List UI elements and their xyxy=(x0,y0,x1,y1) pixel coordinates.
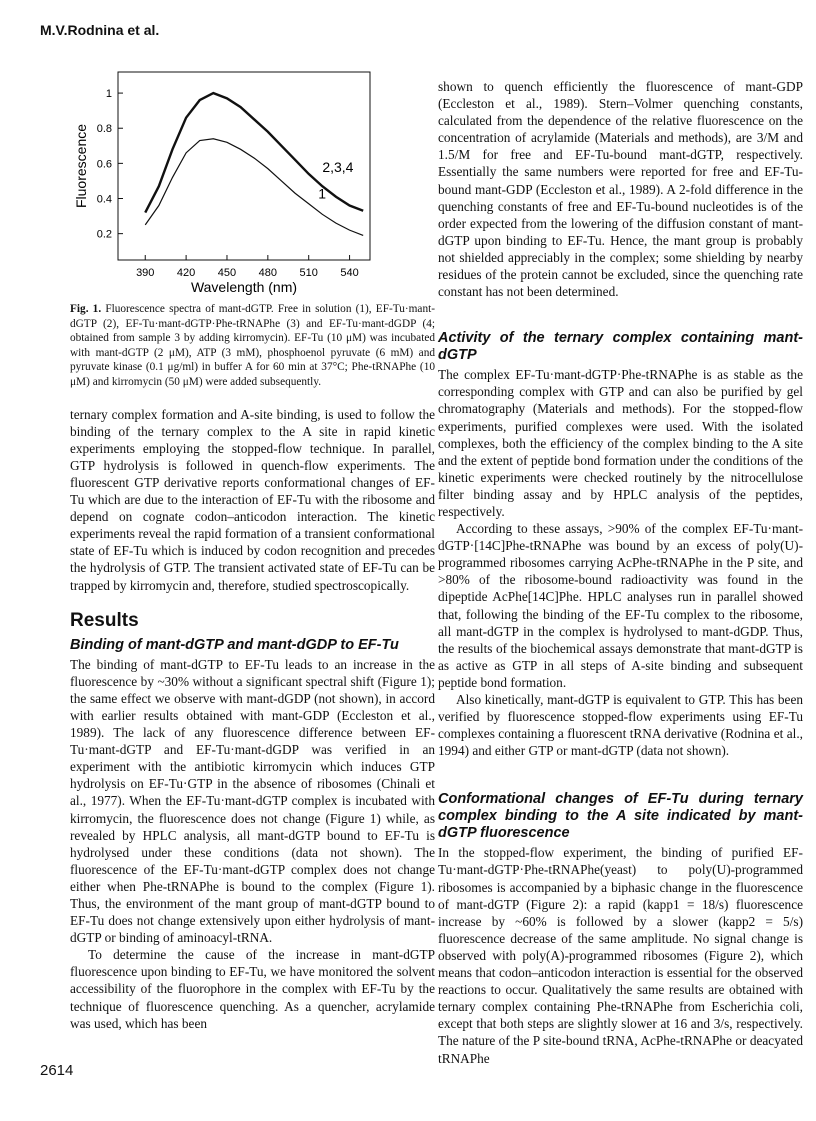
x-tick-label: 420 xyxy=(176,267,196,279)
section-heading-results: Results xyxy=(70,609,139,631)
running-head: M.V.Rodnina et al. xyxy=(40,22,160,38)
right-column xyxy=(438,78,803,1067)
page-number: 2614 xyxy=(40,1062,74,1079)
y-axis-label: Fluorescence xyxy=(73,123,89,209)
fluorescence-chart xyxy=(70,64,435,302)
y-tick-label: 0.6 xyxy=(96,158,112,171)
y-tick-label: 1 xyxy=(105,88,112,101)
x-tick-label: 450 xyxy=(217,267,237,279)
paragraph: In the stopped-flow experiment, the binding of purified EF-Tu·mant-dGTP·Phe-tRNAPhe(yeast) to poly(U)-programmed ribosomes is accompanied by a biphasic change in the fluorescence of mant-dGTP (Figure 2): a rapid (kapp1 = 18/s) fluorescence increase by ~60% is followed by a slower (kapp2 = 5/s) fluorescence decrease of the same amplitude. No signal change is observed with poly(A)-programmed ribosomes (Figure 2), which means that codon–anticodon interaction is essential for the observed reactions to occur. Qualitatively the same results are obtained with ternary complex containing Phe-tRNAPhe from Escherichia coli, except that both steps are slightly slower at 16 and 3/s, respectively. The nature of the P site-bound tRNA, AcPhe-tRNAPhe or deacyated tRNAPhe xyxy=(438,845,803,1066)
x-tick-label: 480 xyxy=(258,267,278,279)
paragraph: shown to quench efficiently the fluorescence of mant-GDP (Eccleston et al., 1989). Stern–Volmer quenching constants, calculated from the dependence of the relative fluorescence on the concentration of acrylamide (Materials and methods), are 3/M and 1.5/M for free and EF-Tu-bound mant-dGTP, respectively. Essentially the same numbers were reported for free and EF-Tu-bound mant-GDP (Eccleston et al., 1989). A 2-fold difference in the quenching constants of free and EF-Tu-bound nucleotides is of the order expected from the lowering of the diffusion constant of mant-dGTP upon binding to EF-Tu. Hence, the mant group is probably not shielded appreciably in the complex; some shielding by nearby residues of the protein cannot be excluded, since the quenching rate constant has not been determined. xyxy=(438,79,803,300)
paragraph: The complex EF-Tu·mant-dGTP·Phe-tRNAPhe is as stable as the corresponding complex with GTP and can also be purified by gel chromatography (Materials and methods). For the stopped-flow experiments, purified complexes were used. With the isolated complexes, both the efficiency of the complex binding to the A site and the extent of peptide bond formation under the conditions of the kinetic experiments were checked routinely by the nitrocellulose filter binding assay and by HPLC analysis of the peptides, respectively. xyxy=(438,367,803,519)
y-tick-label: 0.8 xyxy=(96,123,112,136)
subsection-heading: Binding of mant-dGTP and mant-dGDP to EF-Tu xyxy=(70,636,399,653)
caption-text: Fluorescence spectra of mant-dGTP. Free in solution (1), EF-Tu·mant-dGTP (2), EF-Tu·mant-dGTP·Phe-tRNAPhe (3) and EF-Tu·mant-dGDP (4; obtained from sample 3 by adding kirromycin). EF-Tu (10 μM) was incubated with mant-dGTP (2 μM), ATP (3 mM), phosphoenol pyruvate (6 mM) and pyruvate kinase (0.1 μg/ml) in buffer A for 60 min at 37°C; Phe-tRNAPhe (10 μM) and kirromycin (50 μM) were added subsequently. xyxy=(70,303,435,388)
series-line-1 xyxy=(145,139,363,236)
series-label-1: 1 xyxy=(318,185,327,202)
subsection-heading: Conformational changes of EF-Tu during ternary complex binding to the A site indicated by mant-dGTP fluorescence xyxy=(438,791,803,842)
paragraph: Also kinetically, mant-dGTP is equivalent to GTP. This has been verified by fluorescence stopped-flow experiments using EF-Tu complexes containing a fluorescent tRNA derivative (Rodnina et al., 1994) and either GTP or mant-dGTP (data not shown). xyxy=(438,692,803,759)
caption-label: Fig. 1. xyxy=(70,303,102,315)
x-axis-label: Wavelength (nm) xyxy=(190,279,298,295)
x-tick-label: 540 xyxy=(340,267,359,279)
series-label-2: 2,3,4 xyxy=(322,159,354,176)
x-tick-label: 390 xyxy=(136,267,155,279)
y-tick-label: 0.2 xyxy=(96,228,112,241)
y-tick-label: 0.4 xyxy=(96,193,112,206)
paragraph: ternary complex formation and A-site binding, is used to follow the binding of the ternary complex to the A site in rapid kinetic experiments employing the stopped-flow technique. In parallel, GTP hydrolysis is followed in quench-flow experiments. The fluorescent GTP derivative reports conformational changes of EF-Tu which are due to the interaction of EF-Tu with the ribosome and depend on cognate codon–anticodon interaction. The kinetic experiments reveal the rapid formation of a transient conformational state of EF-Tu which is induced by codon recognition and precedes the hydrolysis of GTP. The transient activated state of EF-Tu can be trapped by kirromycin and, therefore, studied spectroscopically. xyxy=(70,406,435,593)
series-line-2 xyxy=(145,93,363,212)
subsection-heading: Activity of the ternary complex containing mant-dGTP xyxy=(438,330,803,364)
paragraph: According to these assays, >90% of the complex EF-Tu·mant-dGTP·[14C]Phe-tRNAPhe was bound by an excess of poly(U)-programmed ribosomes carrying AcPhe-tRNAPhe in the P site, and >80% of the ribosome-bound radioactivity was found in the dipeptide AcPhe[14C]Phe. HPLC analyses run in parallel showed that, following the binding of the EF-Tu complex to the ribosome, all mant-dGTP in the complex is hydrolysed to mant-dGDP. Thus, the results of the biochemical assays demonstrate that mant-dGTP is as active as GTP in all steps of A-site binding and subsequent peptide bond formation. xyxy=(438,521,803,690)
figure-caption xyxy=(70,302,435,390)
paragraph: To determine the cause of the increase in mant-dGTP fluorescence upon binding to EF-Tu, we have monitored the solvent accessibility of the fluorophore in the complex with EF-Tu by the technique of fluorescence quenching. As a quencher, acrylamide was used, which has been xyxy=(70,947,435,1031)
figure-1 xyxy=(70,64,435,302)
paragraph: The binding of mant-dGTP to EF-Tu leads to an increase in the fluorescence by ~30% without a significant spectral shift (Figure 1); the same effect we observe with mant-dGDP (not shown), in accord with earlier results obtained with mant-GDP (Eccleston et al., 1989). The lack of any fluorescence difference between EF-Tu·mant-dGTP and EF-Tu·mant-dGDP was verified in an experiment with the antibiotic kirromycin which induces GTP hydrolysis on EF-Tu·GTP in the absence of ribosomes (Chinali et al., 1977). When the EF-Tu·mant-dGTP complex is incubated with kirromycin, the fluorescence does not change (Figure 1) while, as revealed by HPLC analysis, all mant-dGTP bound to EF-Tu is hydrolysed under these conditions (data not shown). The fluorescence of the EF-Tu·mant-dGTP complex does not change either when Phe-tRNAPhe is bound to the complex (Figure 1). Thus, the environment of the mant group of mant-dGTP bound to EF-Tu does not change extensively upon either hydrolysis of mant-dGTP or binding of aminoacyl-tRNA. xyxy=(70,656,435,946)
x-tick-label: 510 xyxy=(299,267,318,279)
left-column xyxy=(70,64,435,1032)
